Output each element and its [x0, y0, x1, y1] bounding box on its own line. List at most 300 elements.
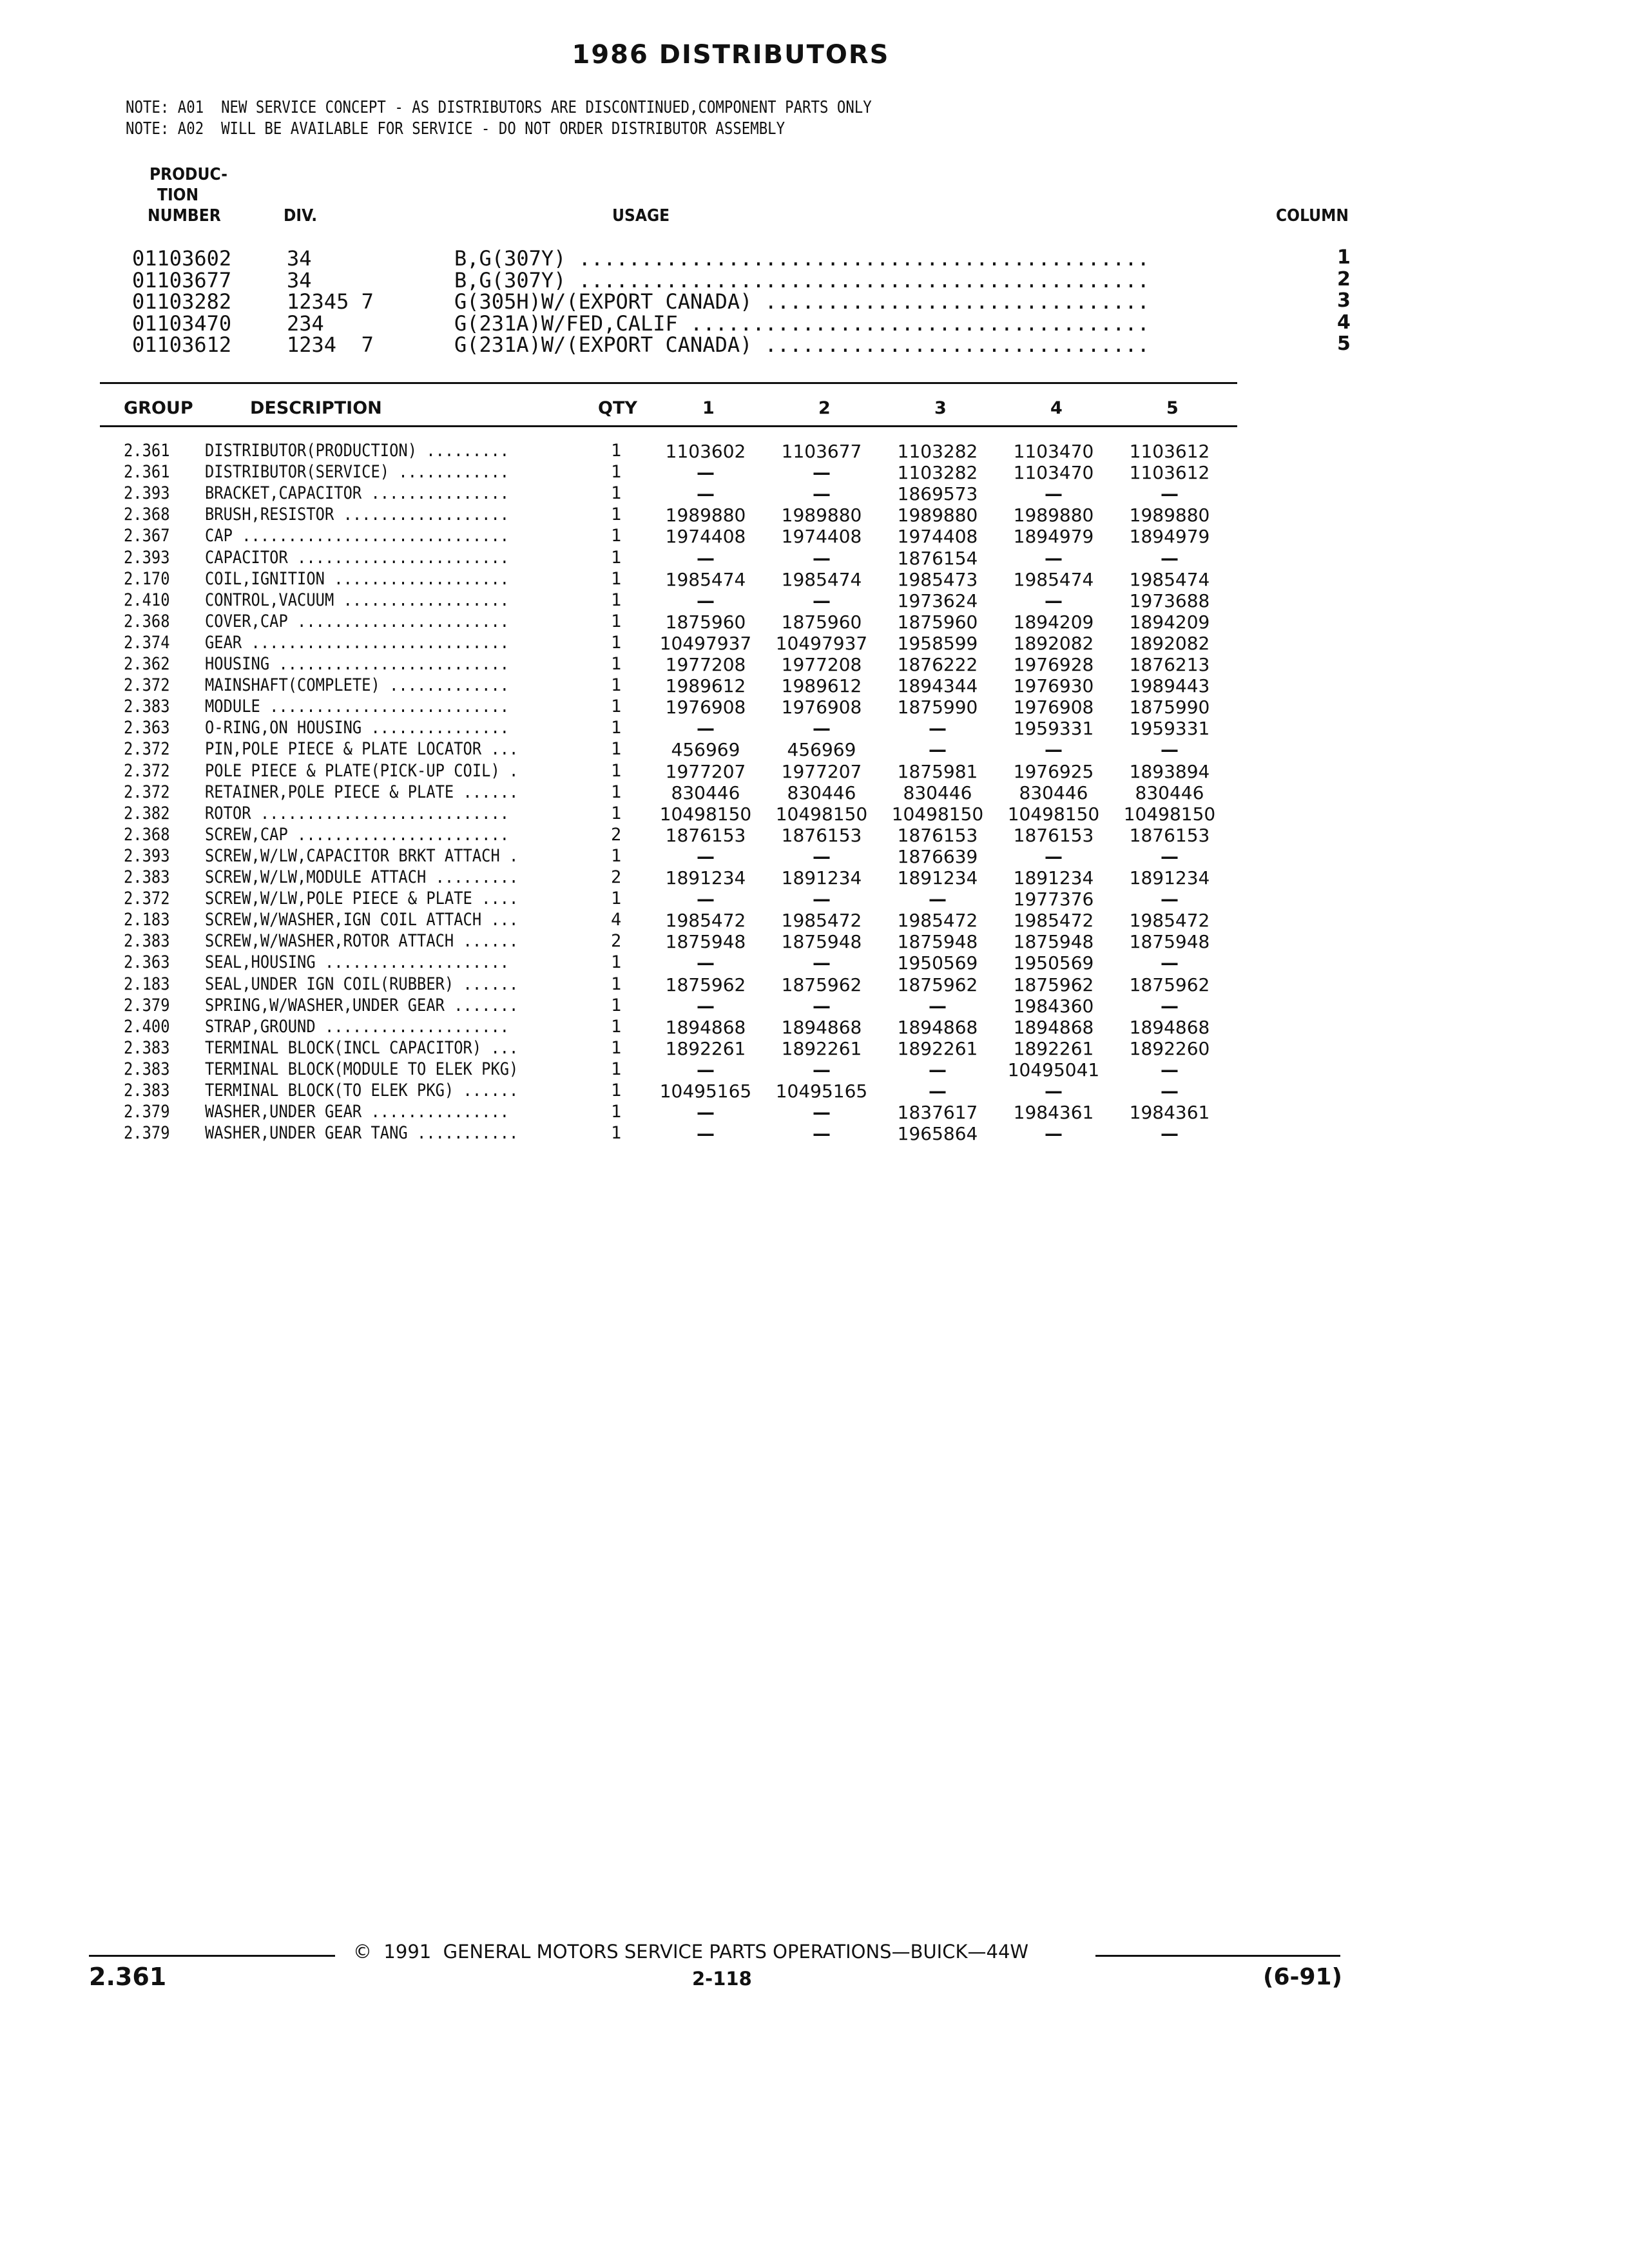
production-number: 01103677	[132, 267, 232, 293]
part-number-col-5: —	[1161, 1059, 1179, 1081]
part-number-col-3: 1837617	[897, 1102, 978, 1124]
part-number-col-3: 1892261	[897, 1037, 978, 1059]
part-number-col-5: 1989880	[1129, 505, 1210, 526]
group-code: 2.393	[124, 483, 170, 504]
part-number-col-4: 1875948	[1013, 931, 1094, 953]
group-code: 2.393	[124, 845, 170, 866]
footer-rule-left	[89, 1955, 335, 1957]
group-code: 2.183	[124, 910, 170, 930]
part-number-col-4: 830446	[1019, 782, 1088, 803]
note-a01: NOTE: A01 NEW SERVICE CONCEPT - AS DISTRIBUTORS ARE DISCONTINUED,COMPONENT PARTS ONLY	[126, 98, 872, 117]
part-number-col-3: 1958599	[897, 632, 978, 654]
part-qty: 4	[611, 910, 622, 930]
part-number-col-5: 1984361	[1129, 1102, 1210, 1124]
part-number-col-3: —	[929, 1059, 947, 1081]
part-number-col-5: —	[1161, 995, 1179, 1017]
part-number-col-5: 1875990	[1129, 697, 1210, 718]
part-number-col-4: 1103470	[1013, 441, 1094, 462]
part-qty: 1	[611, 718, 622, 738]
part-number-col-5: 1973688	[1129, 590, 1210, 611]
part-number-col-2: —	[813, 547, 831, 569]
division: 34	[287, 267, 312, 293]
part-number-col-4: 1875962	[1013, 974, 1094, 995]
group-number: 2.361	[89, 1963, 167, 1991]
part-number-col-3: 1103282	[897, 441, 978, 462]
part-number-col-1: 1875960	[665, 611, 746, 633]
part-number-col-2: 830446	[787, 782, 856, 803]
part-number-col-4: 1985472	[1013, 910, 1094, 932]
part-number-col-3: 1894344	[897, 675, 978, 697]
part-number-col-5: 1876213	[1129, 654, 1210, 675]
part-number-col-1: 1974408	[665, 526, 746, 548]
part-qty: 1	[611, 889, 622, 909]
part-qty: 1	[611, 654, 622, 674]
part-number-col-4: —	[1045, 845, 1063, 867]
part-qty: 1	[611, 1016, 622, 1037]
part-number-col-5: —	[1161, 889, 1179, 910]
part-number-col-3: 1973624	[897, 590, 978, 611]
part-number-col-2: 1974408	[781, 526, 862, 548]
part-number-col-1: 1876153	[665, 824, 746, 846]
part-description: WASHER,UNDER GEAR TANG ...........	[205, 1123, 519, 1144]
part-qty: 2	[611, 867, 622, 887]
part-qty: 1	[611, 526, 622, 546]
part-qty: 1	[611, 1102, 622, 1122]
part-number-col-5: —	[1161, 547, 1179, 569]
production-header-line3: NUMBER	[148, 206, 221, 226]
part-number-col-2: 1989880	[781, 505, 862, 526]
part-number-col-1: 1891234	[665, 867, 746, 889]
group-code: 2.372	[124, 760, 170, 781]
part-description: STRAP,GROUND ....................	[205, 1016, 510, 1037]
group-code: 2.379	[124, 995, 170, 1015]
group-code: 2.383	[124, 697, 170, 717]
group-code: 2.367	[124, 526, 170, 546]
usage-header: USAGE	[612, 206, 670, 226]
part-qty: 1	[611, 1123, 622, 1144]
part-number-col-1: 1892261	[665, 1037, 746, 1059]
part-number-col-3: 1965864	[897, 1123, 978, 1145]
part-number-col-3: 1103282	[897, 462, 978, 484]
part-description: SEAL,HOUSING ....................	[205, 952, 510, 973]
part-description: SCREW,W/LW,POLE PIECE & PLATE ....	[205, 889, 519, 909]
part-number-col-4: —	[1045, 1081, 1063, 1102]
part-qty: 1	[611, 611, 622, 631]
part-number-col-4: —	[1045, 739, 1063, 761]
part-number-col-3: 1876153	[897, 824, 978, 846]
part-number-col-4: 1950569	[1013, 952, 1094, 974]
part-qty: 1	[611, 568, 622, 589]
group-code: 2.372	[124, 889, 170, 909]
production-header-line1: PRODUC-	[149, 165, 227, 184]
part-number-col-2: —	[813, 1102, 831, 1124]
part-number-col-4: —	[1045, 483, 1063, 505]
division: 12345 7	[287, 289, 374, 314]
part-number-col-3: 1875948	[897, 931, 978, 953]
part-number-col-1: —	[697, 483, 715, 505]
part-qty: 1	[611, 590, 622, 610]
part-number-col-4: 1894209	[1013, 611, 1094, 633]
note-a02: NOTE: A02 WILL BE AVAILABLE FOR SERVICE - DO NOT ORDER DISTRIBUTOR ASSEMBLY	[126, 119, 786, 139]
page-number: 2-118	[692, 1968, 752, 1990]
part-number-col-2: 1875960	[781, 611, 862, 633]
part-number-col-3: —	[929, 739, 947, 761]
part-description: BRACKET,CAPACITOR ...............	[205, 483, 510, 504]
part-number-col-1: —	[697, 462, 715, 484]
part-description: COIL,IGNITION ...................	[205, 568, 510, 589]
part-description: COVER,CAP .......................	[205, 611, 510, 631]
division: 1234 7	[287, 332, 374, 357]
col-header-1: 1	[702, 398, 715, 418]
part-qty: 1	[611, 1037, 622, 1058]
part-number-col-2: 10495165	[775, 1081, 868, 1102]
part-number-col-1: 1985472	[665, 910, 746, 932]
part-qty: 2	[611, 824, 622, 845]
part-number-col-5: 1894209	[1129, 611, 1210, 633]
part-number-col-3: 1875962	[897, 974, 978, 995]
part-number-col-3: 1985473	[897, 568, 978, 590]
div-header: DIV.	[284, 206, 318, 226]
part-number-col-5: 1985474	[1129, 568, 1210, 590]
production-number: 01103602	[132, 246, 232, 271]
part-description: POLE PIECE & PLATE(PICK-UP COIL) .	[205, 760, 519, 781]
part-qty: 1	[611, 739, 622, 760]
part-description: O-RING,ON HOUSING ...............	[205, 718, 510, 738]
part-number-col-1: 10497937	[659, 632, 752, 654]
part-number-col-2: —	[813, 952, 831, 974]
part-number-col-1: 1977208	[665, 654, 746, 675]
part-number-col-1: 1875962	[665, 974, 746, 995]
group-code: 2.368	[124, 505, 170, 525]
production-number: 01103282	[132, 289, 232, 314]
part-qty: 1	[611, 1059, 622, 1079]
part-description: CONTROL,VACUUM ..................	[205, 590, 510, 610]
part-number-col-3: 830446	[903, 782, 972, 803]
column-number: 4	[1337, 311, 1351, 334]
part-number-col-2: —	[813, 845, 831, 867]
part-number-col-1: —	[697, 952, 715, 974]
part-number-col-2: —	[813, 718, 831, 740]
part-qty: 1	[611, 1081, 622, 1100]
part-number-col-1: —	[697, 1123, 715, 1145]
part-qty: 1	[611, 462, 622, 483]
part-number-col-5: 1892082	[1129, 632, 1210, 654]
part-number-col-5: 1894979	[1129, 526, 1210, 548]
part-description: SCREW,CAP .......................	[205, 824, 510, 845]
part-qty: 1	[611, 782, 622, 802]
part-number-col-3: 1876222	[897, 654, 978, 675]
part-number-col-2: 1875948	[781, 931, 862, 953]
part-number-col-2: 1876153	[781, 824, 862, 846]
part-description: HOUSING .........................	[205, 654, 510, 674]
group-code: 2.361	[124, 462, 170, 483]
col-header-4: 4	[1050, 398, 1063, 418]
part-number-col-4: 1976928	[1013, 654, 1094, 675]
part-qty: 1	[611, 632, 622, 653]
group-code: 2.379	[124, 1123, 170, 1144]
footer-rule-right	[1095, 1955, 1340, 1957]
part-number-col-4: 1103470	[1013, 462, 1094, 484]
part-number-col-2: 1103677	[781, 441, 862, 462]
part-qty: 1	[611, 974, 622, 994]
part-number-col-4: 10495041	[1007, 1059, 1100, 1081]
part-description: MODULE ..........................	[205, 697, 510, 717]
part-qty: 1	[611, 952, 622, 973]
part-description: DISTRIBUTOR(PRODUCTION) .........	[205, 441, 510, 461]
part-number-col-4: 1892082	[1013, 632, 1094, 654]
group-code: 2.382	[124, 803, 170, 823]
part-number-col-2: 1985472	[781, 910, 862, 932]
group-code: 2.183	[124, 974, 170, 994]
table-top-rule	[100, 382, 1237, 384]
part-number-col-5: 1875948	[1129, 931, 1210, 953]
group-code: 2.372	[124, 782, 170, 802]
part-number-col-5: 10498150	[1123, 803, 1216, 825]
production-number: 01103470	[132, 311, 232, 336]
part-number-col-2: 1892261	[781, 1037, 862, 1059]
part-qty: 1	[611, 675, 622, 696]
part-number-col-5: 1892260	[1129, 1037, 1210, 1059]
part-number-col-4: 1985474	[1013, 568, 1094, 590]
column-number: 2	[1337, 267, 1351, 291]
part-description: MAINSHAFT(COMPLETE) .............	[205, 675, 510, 696]
part-number-col-2: 1875962	[781, 974, 862, 995]
part-number-col-1: —	[697, 995, 715, 1017]
part-number-col-3: —	[929, 718, 947, 740]
col-header-2: 2	[818, 398, 831, 418]
part-qty: 1	[611, 483, 622, 504]
part-number-col-1: —	[697, 718, 715, 740]
part-description: CAP .............................	[205, 526, 510, 546]
group-code: 2.410	[124, 590, 170, 610]
part-number-col-3: 10498150	[891, 803, 984, 825]
part-number-col-5: 1875962	[1129, 974, 1210, 995]
part-number-col-5: 1876153	[1129, 824, 1210, 846]
part-number-col-1: —	[697, 547, 715, 569]
usage-text: G(231A)W/(EXPORT CANADA) ...............................	[454, 332, 1150, 357]
part-number-col-2: 1989612	[781, 675, 862, 697]
usage-text: G(231A)W/FED,CALIF .....................................	[454, 311, 1150, 336]
part-number-col-4: —	[1045, 590, 1063, 611]
column-number: 3	[1337, 289, 1351, 312]
part-number-col-1: 1103602	[665, 441, 746, 462]
part-number-col-2: —	[813, 1059, 831, 1081]
part-number-col-4: 1989880	[1013, 505, 1094, 526]
part-number-col-1: 10495165	[659, 1081, 752, 1102]
part-number-col-2: 1985474	[781, 568, 862, 590]
part-number-col-4: 1891234	[1013, 867, 1094, 889]
part-number-col-5: 1103612	[1129, 441, 1210, 462]
part-description: TERMINAL BLOCK(MODULE TO ELEK PKG)	[205, 1059, 519, 1079]
part-number-col-2: 1976908	[781, 697, 862, 718]
group-code: 2.383	[124, 931, 170, 952]
part-description: RETAINER,POLE PIECE & PLATE ......	[205, 782, 519, 802]
part-number-col-2: —	[813, 462, 831, 484]
part-qty: 1	[611, 505, 622, 525]
part-number-col-4: 1976930	[1013, 675, 1094, 697]
group-code: 2.372	[124, 739, 170, 760]
part-number-col-1: —	[697, 1102, 715, 1124]
part-number-col-5: —	[1161, 845, 1179, 867]
part-number-col-2: 1891234	[781, 867, 862, 889]
part-number-col-3: 1875981	[897, 760, 978, 782]
group-code: 2.372	[124, 675, 170, 696]
production-number: 01103612	[132, 332, 232, 357]
part-number-col-5: 1985472	[1129, 910, 1210, 932]
part-number-col-4: 1894868	[1013, 1016, 1094, 1038]
part-number-col-5: —	[1161, 739, 1179, 761]
division: 34	[287, 246, 312, 271]
part-number-col-5: —	[1161, 1081, 1179, 1102]
part-description: SCREW,W/WASHER,ROTOR ATTACH ......	[205, 931, 519, 952]
part-description: BRUSH,RESISTOR ..................	[205, 505, 510, 525]
part-number-col-1: 456969	[671, 739, 740, 761]
part-number-col-2: —	[813, 995, 831, 1017]
part-number-col-2: 1977208	[781, 654, 862, 675]
part-number-col-2: 1977207	[781, 760, 862, 782]
part-number-col-5: 1893894	[1129, 760, 1210, 782]
part-number-col-3: 1876154	[897, 547, 978, 569]
part-number-col-2: —	[813, 1123, 831, 1145]
part-number-col-4: 1892261	[1013, 1037, 1094, 1059]
group-code: 2.374	[124, 632, 170, 653]
part-number-col-1: 1976908	[665, 697, 746, 718]
group-header: GROUP	[124, 398, 193, 418]
table-header-rule	[100, 425, 1237, 427]
part-number-col-3: —	[929, 995, 947, 1017]
part-number-col-1: 830446	[671, 782, 740, 803]
part-description: SPRING,W/WASHER,UNDER GEAR .......	[205, 995, 519, 1015]
part-number-col-1: —	[697, 1059, 715, 1081]
usage-text: G(305H)W/(EXPORT CANADA) ...............................	[454, 289, 1150, 314]
part-number-col-5: 1891234	[1129, 867, 1210, 889]
group-code: 2.361	[124, 441, 170, 461]
group-code: 2.368	[124, 611, 170, 631]
usage-text: B,G(307Y) ..............................................	[454, 267, 1150, 293]
part-number-col-3: 1869573	[897, 483, 978, 505]
part-qty: 1	[611, 547, 622, 568]
part-qty: 1	[611, 995, 622, 1015]
column-number: 5	[1337, 332, 1351, 355]
revision-date: (6-91)	[1263, 1964, 1342, 1990]
part-number-col-2: 456969	[787, 739, 856, 761]
part-description: SCREW,W/WASHER,IGN COIL ATTACH ...	[205, 910, 519, 930]
part-qty: 1	[611, 803, 622, 823]
part-number-col-2: 10497937	[775, 632, 868, 654]
part-number-col-3: —	[929, 1081, 947, 1102]
copyright-line: © 1991 GENERAL MOTORS SERVICE PARTS OPERATIONS—BUICK—44W	[353, 1941, 1029, 1963]
part-number-col-4: 1894979	[1013, 526, 1094, 548]
part-number-col-4: 1959331	[1013, 718, 1094, 740]
group-code: 2.170	[124, 568, 170, 589]
part-number-col-3: —	[929, 889, 947, 910]
part-description: ROTOR ...........................	[205, 803, 510, 823]
group-code: 2.368	[124, 824, 170, 845]
part-description: DISTRIBUTOR(SERVICE) ............	[205, 462, 510, 483]
part-number-col-2: —	[813, 590, 831, 611]
part-number-col-1: —	[697, 889, 715, 910]
part-qty: 1	[611, 845, 622, 866]
part-number-col-3: 1876639	[897, 845, 978, 867]
group-code: 2.363	[124, 718, 170, 738]
group-code: 2.400	[124, 1016, 170, 1037]
part-number-col-3: 1891234	[897, 867, 978, 889]
group-code: 2.379	[124, 1102, 170, 1122]
part-number-col-4: 10498150	[1007, 803, 1100, 825]
group-code: 2.383	[124, 1081, 170, 1100]
part-qty: 1	[611, 697, 622, 717]
part-description: SCREW,W/LW,MODULE ATTACH .........	[205, 867, 519, 887]
part-number-col-3: 1974408	[897, 526, 978, 548]
part-description: SCREW,W/LW,CAPACITOR BRKT ATTACH .	[205, 845, 519, 866]
part-number-col-1: 1985474	[665, 568, 746, 590]
part-number-col-1: —	[697, 590, 715, 611]
part-number-col-2: 10498150	[775, 803, 868, 825]
part-description: TERMINAL BLOCK(TO ELEK PKG) ......	[205, 1081, 519, 1100]
column-number: 1	[1337, 246, 1351, 269]
part-number-col-1: 1989880	[665, 505, 746, 526]
part-number-col-4: 1984361	[1013, 1102, 1094, 1124]
part-qty: 1	[611, 441, 622, 461]
part-number-col-1: 1875948	[665, 931, 746, 953]
part-number-col-3: 1989880	[897, 505, 978, 526]
part-number-col-5: —	[1161, 952, 1179, 974]
group-code: 2.393	[124, 547, 170, 568]
part-number-col-4: 1876153	[1013, 824, 1094, 846]
part-number-col-5: 1989443	[1129, 675, 1210, 697]
part-number-col-3: 1894868	[897, 1016, 978, 1038]
part-number-col-5: —	[1161, 1123, 1179, 1145]
part-number-col-3: 1875960	[897, 611, 978, 633]
part-number-col-3: 1875990	[897, 697, 978, 718]
group-code: 2.383	[124, 1037, 170, 1058]
part-description: GEAR ............................	[205, 632, 510, 653]
part-description: TERMINAL BLOCK(INCL CAPACITOR) ...	[205, 1037, 519, 1058]
usage-text: B,G(307Y) ..............................................	[454, 246, 1150, 271]
part-number-col-5: 1103612	[1129, 462, 1210, 484]
part-number-col-1: —	[697, 845, 715, 867]
part-number-col-2: 1894868	[781, 1016, 862, 1038]
col-header-5: 5	[1166, 398, 1179, 418]
part-description: WASHER,UNDER GEAR ...............	[205, 1102, 510, 1122]
part-number-col-1: 10498150	[659, 803, 752, 825]
group-code: 2.383	[124, 1059, 170, 1079]
part-number-col-5: 1894868	[1129, 1016, 1210, 1038]
part-description: SEAL,UNDER IGN COIL(RUBBER) ......	[205, 974, 519, 994]
part-number-col-1: 1989612	[665, 675, 746, 697]
part-description: PIN,POLE PIECE & PLATE LOCATOR ...	[205, 739, 519, 760]
part-number-col-4: 1984360	[1013, 995, 1094, 1017]
part-number-col-1: 1977207	[665, 760, 746, 782]
part-number-col-5: 1959331	[1129, 718, 1210, 740]
qty-header: QTY	[598, 398, 637, 418]
production-header-line2: TION	[157, 186, 199, 205]
part-description: CAPACITOR .......................	[205, 547, 510, 568]
part-number-col-4: —	[1045, 547, 1063, 569]
page-title: 1986 DISTRIBUTORS	[572, 40, 890, 70]
division: 234	[287, 311, 324, 336]
part-number-col-2: —	[813, 483, 831, 505]
column-header: COLUMN	[1276, 206, 1349, 226]
part-number-col-3: 1985472	[897, 910, 978, 932]
description-header: DESCRIPTION	[250, 398, 382, 418]
part-qty: 1	[611, 760, 622, 781]
part-number-col-3: 1950569	[897, 952, 978, 974]
part-number-col-2: —	[813, 889, 831, 910]
part-number-col-4: 1977376	[1013, 889, 1094, 910]
part-number-col-4: 1976925	[1013, 760, 1094, 782]
part-number-col-5: —	[1161, 483, 1179, 505]
